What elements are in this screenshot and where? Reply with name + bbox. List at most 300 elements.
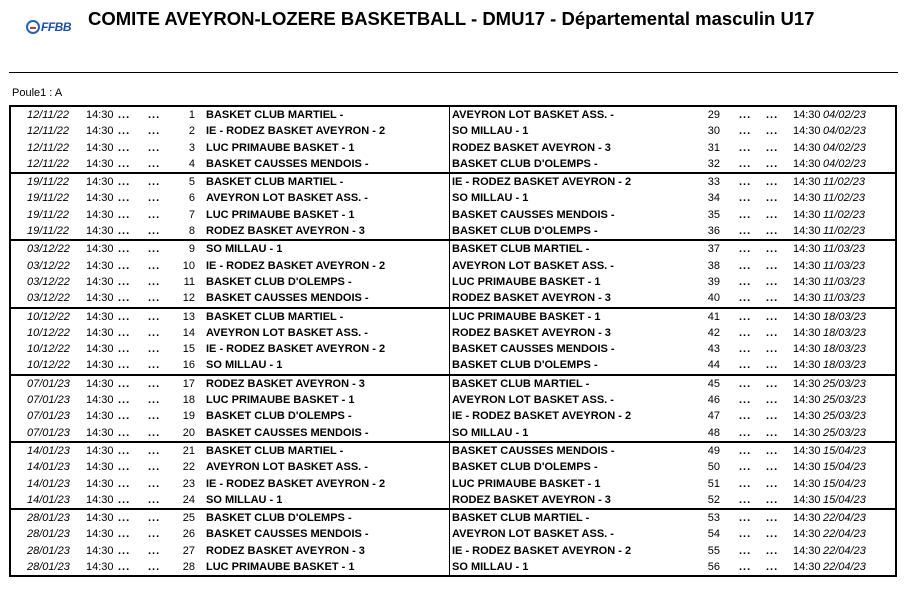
home-team: LUC PRIMAUBE BASKET - 1: [206, 141, 355, 154]
match-number: 24: [182, 493, 195, 506]
match-time: 14:30: [86, 208, 114, 221]
away-team: BASKET CLUB D'OLEMPS -: [452, 157, 598, 170]
return-time: 14:30: [793, 512, 821, 525]
match-date: 19/11/22: [27, 225, 70, 238]
away-team: BASKET CAUSSES MENDOIS -: [452, 343, 615, 356]
ellipsis: ...: [766, 208, 779, 221]
return-match-number: 55: [707, 544, 720, 557]
ellipsis: ...: [148, 326, 161, 339]
return-match-number: 33: [707, 176, 720, 189]
ellipsis: ...: [739, 394, 752, 407]
return-date: 11/02/23: [823, 208, 866, 221]
ellipsis: ...: [766, 176, 779, 189]
return-date: 18/03/23: [823, 310, 866, 323]
match-time: 14:30: [86, 461, 114, 474]
column-separator: [449, 156, 450, 172]
return-time: 14:30: [793, 377, 821, 390]
match-time: 14:30: [86, 225, 114, 238]
match-date: 10/12/22: [27, 310, 70, 323]
home-team: BASKET CLUB MARTIEL -: [206, 109, 344, 121]
match-number: 21: [182, 444, 195, 457]
away-team: IE - RODEZ BASKET AVEYRON - 2: [452, 410, 632, 423]
table-row: [11, 425, 895, 441]
return-date: 04/02/23: [823, 109, 866, 121]
ellipsis: ...: [118, 512, 131, 525]
return-time: 14:30: [793, 176, 821, 189]
ellipsis: ...: [118, 310, 131, 323]
match-time: 14:30: [86, 359, 114, 372]
column-separator: [449, 207, 450, 223]
home-team: SO MILLAU - 1: [206, 493, 283, 506]
return-date: 11/03/23: [823, 275, 866, 288]
return-match-number: 31: [707, 141, 720, 154]
return-date: 25/03/23: [823, 426, 866, 439]
ellipsis: ...: [148, 377, 161, 390]
match-time: 14:30: [86, 477, 114, 490]
away-team: BASKET CLUB MARTIEL -: [452, 512, 590, 525]
match-number: 3: [188, 141, 195, 154]
ellipsis: ...: [766, 326, 779, 339]
match-number: 9: [188, 243, 195, 256]
match-date: 03/12/22: [27, 275, 70, 288]
table-row: [11, 492, 895, 508]
return-match-number: 43: [707, 343, 720, 356]
match-number: 4: [188, 157, 195, 170]
ellipsis: ...: [766, 292, 779, 305]
round-block: [11, 174, 895, 241]
return-date: 22/04/23: [823, 528, 866, 541]
ellipsis: ...: [148, 359, 161, 372]
home-team: IE - RODEZ BASKET AVEYRON - 2: [206, 343, 386, 356]
match-number: 20: [182, 426, 195, 439]
ellipsis: ...: [118, 359, 131, 372]
match-time: 14:30: [86, 544, 114, 557]
home-team: IE - RODEZ BASKET AVEYRON - 2: [206, 125, 386, 138]
ellipsis: ...: [739, 208, 752, 221]
match-time: 14:30: [86, 141, 114, 154]
table-row: [11, 510, 895, 526]
ellipsis: ...: [118, 394, 131, 407]
column-separator: [449, 107, 450, 123]
ellipsis: ...: [739, 377, 752, 390]
ellipsis: ...: [739, 343, 752, 356]
return-match-number: 50: [707, 461, 720, 474]
ellipsis: ...: [148, 141, 161, 154]
ellipsis: ...: [739, 426, 752, 439]
ellipsis: ...: [739, 243, 752, 256]
return-match-number: 41: [707, 310, 720, 323]
column-separator: [449, 140, 450, 156]
match-number: 15: [182, 343, 195, 356]
match-number: 5: [188, 176, 195, 189]
ellipsis: ...: [739, 176, 752, 189]
logo-text: FFBB: [41, 20, 71, 34]
ellipsis: ...: [739, 461, 752, 474]
return-time: 14:30: [793, 125, 821, 138]
away-team: IE - RODEZ BASKET AVEYRON - 2: [452, 544, 632, 557]
table-row: [11, 376, 895, 392]
match-date: 03/12/22: [27, 259, 70, 272]
match-date: 07/01/23: [27, 410, 70, 423]
ellipsis: ...: [766, 359, 779, 372]
return-time: 14:30: [793, 292, 821, 305]
ellipsis: ...: [148, 426, 161, 439]
table-row: [11, 309, 895, 325]
ellipsis: ...: [148, 125, 161, 138]
column-separator: [449, 123, 450, 139]
match-time: 14:30: [86, 310, 114, 323]
ellipsis: ...: [118, 259, 131, 272]
ellipsis: ...: [118, 125, 131, 138]
match-date: 19/11/22: [27, 208, 70, 221]
table-row: [11, 207, 895, 223]
round-block: [11, 510, 895, 577]
return-date: 22/04/23: [823, 512, 866, 525]
match-number: 26: [182, 528, 195, 541]
return-date: 22/04/23: [823, 561, 866, 574]
table-row: [11, 459, 895, 475]
match-number: 12: [182, 292, 195, 305]
home-team: BASKET CLUB MARTIEL -: [206, 176, 344, 189]
home-team: BASKET CLUB MARTIEL -: [206, 310, 344, 323]
return-time: 14:30: [793, 243, 821, 256]
return-match-number: 30: [707, 125, 720, 138]
return-time: 14:30: [793, 275, 821, 288]
ellipsis: ...: [118, 410, 131, 423]
away-team: BASKET CLUB MARTIEL -: [452, 243, 590, 256]
match-date: 28/01/23: [27, 528, 70, 541]
ellipsis: ...: [739, 544, 752, 557]
return-match-number: 45: [707, 377, 720, 390]
column-separator: [449, 290, 450, 306]
match-date: 03/12/22: [27, 292, 70, 305]
match-number: 14: [182, 326, 195, 339]
match-date: 28/01/23: [27, 561, 70, 574]
table-row: [11, 258, 895, 274]
column-separator: [449, 543, 450, 559]
away-team: BASKET CLUB D'OLEMPS -: [452, 225, 598, 238]
ellipsis: ...: [148, 394, 161, 407]
match-time: 14:30: [86, 192, 114, 205]
home-team: IE - RODEZ BASKET AVEYRON - 2: [206, 259, 386, 272]
return-time: 14:30: [793, 528, 821, 541]
ellipsis: ...: [148, 343, 161, 356]
ellipsis: ...: [148, 225, 161, 238]
return-match-number: 47: [707, 410, 720, 423]
away-team: BASKET CLUB MARTIEL -: [452, 377, 590, 390]
match-number: 17: [182, 377, 195, 390]
match-number: 22: [182, 461, 195, 474]
ffbb-logo: [26, 18, 78, 38]
ellipsis: ...: [766, 192, 779, 205]
column-separator: [449, 510, 450, 526]
ellipsis: ...: [739, 493, 752, 506]
away-team: RODEZ BASKET AVEYRON - 3: [452, 493, 611, 506]
home-team: BASKET CLUB MARTIEL -: [206, 444, 344, 457]
return-time: 14:30: [793, 410, 821, 423]
match-date: 12/11/22: [27, 125, 70, 138]
match-date: 07/01/23: [27, 377, 70, 390]
ellipsis: ...: [766, 157, 779, 170]
return-date: 11/02/23: [823, 225, 866, 238]
ellipsis: ...: [118, 326, 131, 339]
home-team: BASKET CLUB D'OLEMPS -: [206, 275, 352, 288]
match-number: 16: [182, 359, 195, 372]
match-date: 10/12/22: [27, 326, 70, 339]
return-date: 15/04/23: [823, 444, 866, 457]
match-time: 14:30: [86, 109, 114, 121]
away-team: RODEZ BASKET AVEYRON - 3: [452, 326, 611, 339]
match-date: 14/01/23: [27, 477, 70, 490]
away-team: SO MILLAU - 1: [452, 125, 529, 138]
match-number: 8: [188, 225, 195, 238]
return-time: 14:30: [793, 157, 821, 170]
ellipsis: ...: [766, 259, 779, 272]
ellipsis: ...: [148, 410, 161, 423]
return-match-number: 44: [707, 359, 720, 372]
return-date: 25/03/23: [823, 410, 866, 423]
return-date: 11/03/23: [823, 243, 866, 256]
match-time: 14:30: [86, 176, 114, 189]
match-number: 13: [182, 310, 195, 323]
round-block: [11, 107, 895, 174]
match-number: 1: [188, 109, 195, 121]
ellipsis: ...: [739, 477, 752, 490]
home-team: AVEYRON LOT BASKET ASS. -: [206, 461, 368, 474]
ellipsis: ...: [766, 109, 779, 121]
ellipsis: ...: [739, 275, 752, 288]
home-team: RODEZ BASKET AVEYRON - 3: [206, 544, 365, 557]
return-date: 11/03/23: [823, 292, 866, 305]
ellipsis: ...: [118, 292, 131, 305]
return-time: 14:30: [793, 109, 821, 121]
match-number: 6: [188, 192, 195, 205]
match-number: 25: [182, 512, 195, 525]
away-team: IE - RODEZ BASKET AVEYRON - 2: [452, 176, 632, 189]
ellipsis: ...: [766, 493, 779, 506]
home-team: RODEZ BASKET AVEYRON - 3: [206, 377, 365, 390]
home-team: RODEZ BASKET AVEYRON - 3: [206, 225, 365, 238]
ellipsis: ...: [766, 410, 779, 423]
ellipsis: ...: [739, 512, 752, 525]
table-row: [11, 241, 895, 257]
home-team: SO MILLAU - 1: [206, 243, 283, 256]
match-date: 12/11/22: [27, 141, 70, 154]
basketball-icon: [26, 20, 40, 34]
ellipsis: ...: [118, 377, 131, 390]
home-team: LUC PRIMAUBE BASKET - 1: [206, 561, 355, 574]
match-time: 14:30: [86, 426, 114, 439]
table-row: [11, 156, 895, 172]
match-date: 14/01/23: [27, 444, 70, 457]
away-team: BASKET CLUB D'OLEMPS -: [452, 461, 598, 474]
column-separator: [449, 357, 450, 373]
column-separator: [449, 476, 450, 492]
return-date: 15/04/23: [823, 477, 866, 490]
table-row: [11, 107, 895, 123]
match-number: 23: [182, 477, 195, 490]
ellipsis: ...: [739, 157, 752, 170]
match-number: 2: [188, 125, 195, 138]
away-team: RODEZ BASKET AVEYRON - 3: [452, 292, 611, 305]
return-date: 22/04/23: [823, 544, 866, 557]
column-separator: [449, 492, 450, 508]
return-match-number: 37: [707, 243, 720, 256]
ellipsis: ...: [148, 444, 161, 457]
away-team: AVEYRON LOT BASKET ASS. -: [452, 394, 614, 407]
ellipsis: ...: [148, 544, 161, 557]
column-separator: [449, 559, 450, 575]
return-time: 14:30: [793, 259, 821, 272]
match-time: 14:30: [86, 292, 114, 305]
match-date: 12/11/22: [27, 109, 70, 121]
return-match-number: 36: [707, 225, 720, 238]
schedule-table: [9, 105, 897, 577]
round-block: [11, 443, 895, 510]
ellipsis: ...: [148, 310, 161, 323]
match-number: 18: [182, 394, 195, 407]
ellipsis: ...: [148, 461, 161, 474]
ellipsis: ...: [766, 310, 779, 323]
return-date: 11/03/23: [823, 259, 866, 272]
return-match-number: 51: [707, 477, 720, 490]
ellipsis: ...: [766, 125, 779, 138]
ellipsis: ...: [148, 243, 161, 256]
title-divider: [9, 72, 898, 73]
return-date: 18/03/23: [823, 359, 866, 372]
match-time: 14:30: [86, 259, 114, 272]
return-time: 14:30: [793, 310, 821, 323]
match-date: 12/11/22: [27, 157, 70, 170]
table-row: [11, 392, 895, 408]
match-time: 14:30: [86, 561, 114, 574]
table-row: [11, 559, 895, 575]
away-team: SO MILLAU - 1: [452, 426, 529, 439]
return-date: 04/02/23: [823, 157, 866, 170]
ellipsis: ...: [118, 528, 131, 541]
return-date: 15/04/23: [823, 461, 866, 474]
table-row: [11, 274, 895, 290]
home-team: BASKET CAUSSES MENDOIS -: [206, 528, 369, 541]
return-match-number: 32: [707, 157, 720, 170]
ellipsis: ...: [118, 141, 131, 154]
table-row: [11, 476, 895, 492]
match-date: 03/12/22: [27, 243, 70, 256]
return-time: 14:30: [793, 461, 821, 474]
match-number: 7: [188, 208, 195, 221]
match-time: 14:30: [86, 275, 114, 288]
match-number: 10: [182, 259, 195, 272]
ellipsis: ...: [148, 477, 161, 490]
ellipsis: ...: [766, 528, 779, 541]
column-separator: [449, 241, 450, 257]
return-match-number: 40: [707, 292, 720, 305]
away-team: AVEYRON LOT BASKET ASS. -: [452, 109, 614, 121]
return-time: 14:30: [793, 561, 821, 574]
table-row: [11, 341, 895, 357]
match-date: 19/11/22: [27, 176, 70, 189]
ellipsis: ...: [766, 275, 779, 288]
table-row: [11, 443, 895, 459]
ellipsis: ...: [118, 176, 131, 189]
table-row: [11, 408, 895, 424]
column-separator: [449, 425, 450, 441]
ellipsis: ...: [766, 544, 779, 557]
ellipsis: ...: [118, 561, 131, 574]
ellipsis: ...: [148, 109, 161, 121]
return-match-number: 46: [707, 394, 720, 407]
return-time: 14:30: [793, 394, 821, 407]
home-team: IE - RODEZ BASKET AVEYRON - 2: [206, 477, 386, 490]
return-match-number: 39: [707, 275, 720, 288]
home-team: BASKET CLUB D'OLEMPS -: [206, 410, 352, 423]
return-time: 14:30: [793, 343, 821, 356]
column-separator: [449, 190, 450, 206]
column-separator: [449, 459, 450, 475]
home-team: BASKET CAUSSES MENDOIS -: [206, 157, 369, 170]
ellipsis: ...: [118, 343, 131, 356]
return-match-number: 35: [707, 208, 720, 221]
ellipsis: ...: [118, 275, 131, 288]
ellipsis: ...: [148, 208, 161, 221]
ellipsis: ...: [739, 359, 752, 372]
match-time: 14:30: [86, 493, 114, 506]
ellipsis: ...: [739, 444, 752, 457]
return-match-number: 34: [707, 192, 720, 205]
ellipsis: ...: [148, 561, 161, 574]
ellipsis: ...: [118, 444, 131, 457]
column-separator: [449, 258, 450, 274]
match-time: 14:30: [86, 377, 114, 390]
ellipsis: ...: [766, 225, 779, 238]
return-match-number: 52: [707, 493, 720, 506]
ellipsis: ...: [766, 343, 779, 356]
ellipsis: ...: [118, 426, 131, 439]
table-row: [11, 290, 895, 306]
away-team: LUC PRIMAUBE BASKET - 1: [452, 275, 601, 288]
match-date: 10/12/22: [27, 359, 70, 372]
return-time: 14:30: [793, 192, 821, 205]
return-time: 14:30: [793, 426, 821, 439]
return-time: 14:30: [793, 544, 821, 557]
home-team: BASKET CAUSSES MENDOIS -: [206, 292, 369, 305]
ellipsis: ...: [148, 512, 161, 525]
table-row: [11, 190, 895, 206]
match-date: 14/01/23: [27, 493, 70, 506]
return-match-number: 56: [707, 561, 720, 574]
ellipsis: ...: [766, 512, 779, 525]
match-time: 14:30: [86, 343, 114, 356]
column-separator: [449, 309, 450, 325]
ellipsis: ...: [118, 157, 131, 170]
table-row: [11, 325, 895, 341]
column-separator: [449, 443, 450, 459]
match-date: 14/01/23: [27, 461, 70, 474]
match-time: 14:30: [86, 157, 114, 170]
match-number: 28: [182, 561, 195, 574]
ellipsis: ...: [148, 259, 161, 272]
table-row: [11, 357, 895, 373]
home-team: AVEYRON LOT BASKET ASS. -: [206, 326, 368, 339]
table-row: [11, 140, 895, 156]
match-date: 07/01/23: [27, 394, 70, 407]
return-date: 15/04/23: [823, 493, 866, 506]
ellipsis: ...: [148, 493, 161, 506]
ellipsis: ...: [766, 377, 779, 390]
away-team: BASKET CAUSSES MENDOIS -: [452, 444, 615, 457]
match-time: 14:30: [86, 410, 114, 423]
ellipsis: ...: [739, 292, 752, 305]
